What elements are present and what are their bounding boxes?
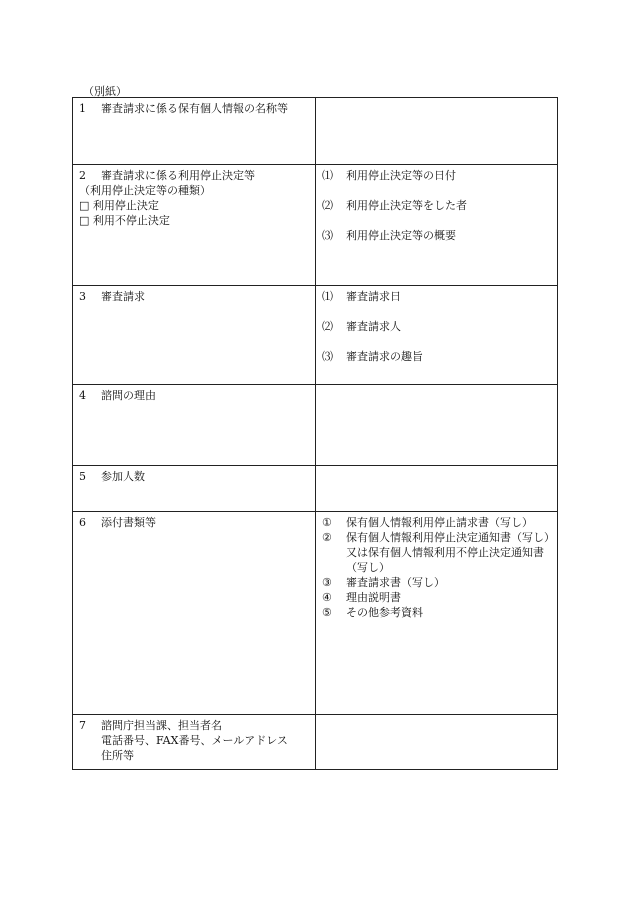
table-row: [73, 512, 558, 715]
row-4-value-cell: [316, 385, 558, 466]
row-number: 1: [79, 102, 86, 115]
row-label: 参加人数: [101, 470, 145, 483]
list-item: ④ 理由説明書: [322, 591, 401, 604]
row-label: 審査請求: [101, 290, 145, 303]
row-1-value-cell: [316, 98, 558, 165]
row-3-label-cell: [73, 286, 316, 385]
row-number: 7: [79, 719, 86, 732]
list-item: ⑵ 審査請求人: [322, 320, 401, 333]
row-label: 審査請求に係る利用停止決定等: [101, 169, 255, 182]
row-number: 2: [79, 169, 86, 182]
row-label: 諮問の理由: [101, 389, 156, 402]
checkbox-non-suspend-decision[interactable]: □ 利用不停止決定: [79, 214, 170, 227]
table-row: [73, 165, 558, 286]
list-item: ③ 審査請求書（写し）: [322, 576, 445, 589]
row-number: 3: [79, 290, 86, 303]
row-3-value-cell: [316, 286, 558, 385]
row-6-label-cell: [73, 512, 316, 715]
row-number: 5: [79, 470, 86, 483]
row-6-value-cell: [316, 512, 558, 715]
table-row: [73, 98, 558, 165]
list-item: ⑴ 利用停止決定等の日付: [322, 169, 456, 182]
list-item: ⑤ その他参考資料: [322, 606, 423, 619]
row-number: 4: [79, 389, 86, 402]
table-row: [73, 286, 558, 385]
decision-type-label: （利用停止決定等の種類）: [79, 184, 211, 197]
row-label: 審査請求に係る保有個人情報の名称等: [101, 102, 288, 115]
row-1-label-cell: [73, 98, 316, 165]
checkbox-suspend-decision[interactable]: □ 利用停止決定: [79, 199, 159, 212]
list-item: ⑴ 審査請求日: [322, 290, 401, 303]
list-item: ⑶ 利用停止決定等の概要: [322, 229, 456, 242]
row-7-label-cell: [73, 715, 316, 770]
attachment-label: （別紙）: [83, 85, 127, 98]
table-row: [73, 385, 558, 466]
row-2-label-cell: [73, 165, 316, 286]
row-4-label-cell: [73, 385, 316, 466]
table-row: [73, 715, 558, 770]
list-item: ⑶ 審査請求の趣旨: [322, 350, 423, 363]
row-7-value-cell: [316, 715, 558, 770]
row-5-label-cell: [73, 466, 316, 512]
row-2-value-cell: [316, 165, 558, 286]
row-label: 添付書類等: [101, 516, 156, 529]
row-number: 6: [79, 516, 86, 529]
row-label: 諮問庁担当課、担当者名: [101, 719, 222, 732]
inquiry-form-table: [72, 97, 558, 770]
row-5-value-cell: [316, 466, 558, 512]
address-line: 住所等: [101, 749, 134, 762]
table-row: [73, 466, 558, 512]
list-item: ② 保有個人情報利用停止決定通知書（写し）又は保有個人情報利用不停止決定通知書（写し）: [322, 531, 550, 574]
contact-info-line: 電話番号、FAX番号、メールアドレス: [101, 734, 288, 747]
list-item: ⑵ 利用停止決定等をした者: [322, 199, 467, 212]
list-item: ① 保有個人情報利用停止請求書（写し）: [322, 516, 533, 529]
